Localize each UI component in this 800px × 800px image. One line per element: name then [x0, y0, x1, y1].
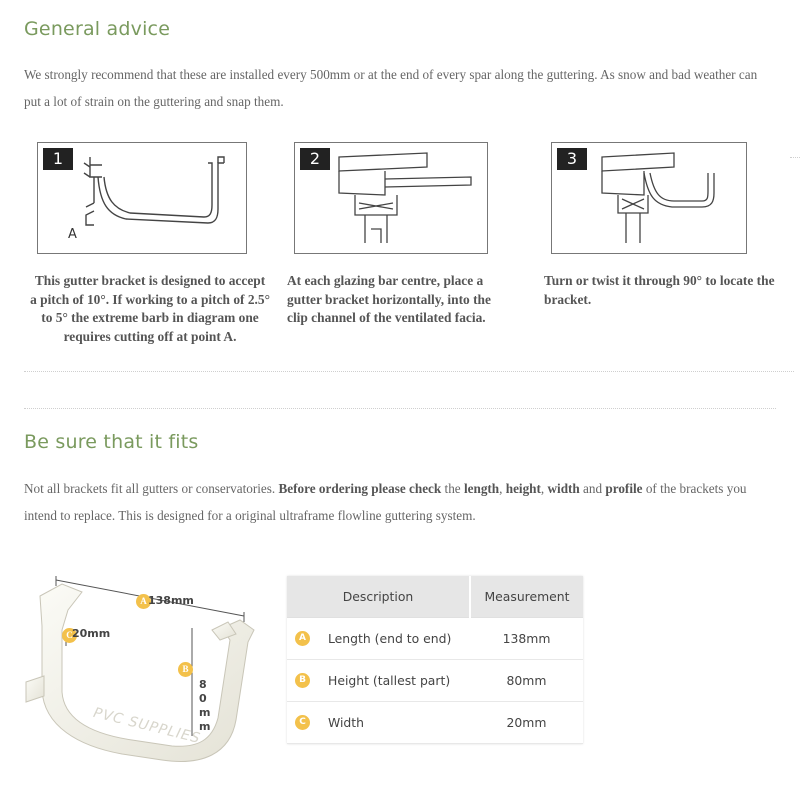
step-1-caption: This gutter bracket is designed to accept a pitch of 10°. If working to a pitch of 2.5° to 5° the extreme barb in diagram one requires cutting off at point A.	[30, 273, 270, 344]
measurement-cell: 80mm	[470, 659, 583, 701]
section-divider	[24, 408, 776, 409]
row-badge: C	[295, 715, 310, 730]
description-cell: B Height (tallest part)	[287, 659, 470, 701]
step-2-diagram	[294, 142, 488, 254]
row-badge: B	[295, 673, 310, 688]
step-2-caption: At each glazing bar centre, place a gutter bracket horizontally, into the clip channel of the ventilated facia.	[287, 273, 491, 325]
fits-heading: Be sure that it fits	[24, 431, 199, 453]
table-header-row	[287, 576, 583, 617]
step-row-edge-line	[790, 157, 800, 158]
step-3-diagram	[551, 142, 747, 254]
length-badge: A	[136, 594, 151, 609]
table-row	[287, 617, 583, 659]
measurement-table	[287, 576, 583, 744]
width-label: 20mm	[72, 627, 111, 640]
step-2-number: 2	[300, 148, 330, 170]
bracket-product-image	[22, 570, 262, 770]
height-badge: B	[178, 662, 193, 677]
step-3-number: 3	[557, 148, 587, 170]
width-badge: C	[62, 628, 77, 643]
measurement-header: Measurement	[470, 576, 583, 617]
steps-divider	[24, 371, 794, 372]
description-cell: A Length (end to end)	[287, 617, 470, 659]
step-1-number: 1	[43, 148, 73, 170]
length-label: 138mm	[148, 594, 194, 607]
description-header: Description	[287, 576, 470, 617]
table-row	[287, 659, 583, 701]
measurement-cell: 138mm	[470, 617, 583, 659]
height-label: 80mm	[199, 678, 211, 733]
row-badge: A	[295, 631, 310, 646]
fits-text: Not all brackets fit all gutters or conservatories. Before ordering please check the length, height, width and profile of the brackets you intend to replace. This is designed for a original ultraframe flowline guttering system.	[24, 481, 747, 523]
watermark: PVC SUPPLIES	[91, 704, 203, 748]
measurement-cell: 20mm	[470, 701, 583, 743]
table-row	[287, 701, 583, 743]
step-1-diagram	[37, 142, 247, 254]
general-advice-heading: General advice	[24, 18, 171, 40]
point-a-label: A	[68, 227, 77, 242]
general-advice-text: We strongly recommend that these are installed every 500mm or at the end of every spar along the guttering. As snow and bad weather can put a lot of strain on the guttering and snap them.	[24, 67, 758, 109]
facia-clip-drawing	[295, 143, 488, 254]
description-cell: C Width	[287, 701, 470, 743]
step-3-caption: Turn or twist it through 90° to locate the bracket.	[544, 273, 775, 307]
bracket-located-drawing	[552, 143, 747, 254]
